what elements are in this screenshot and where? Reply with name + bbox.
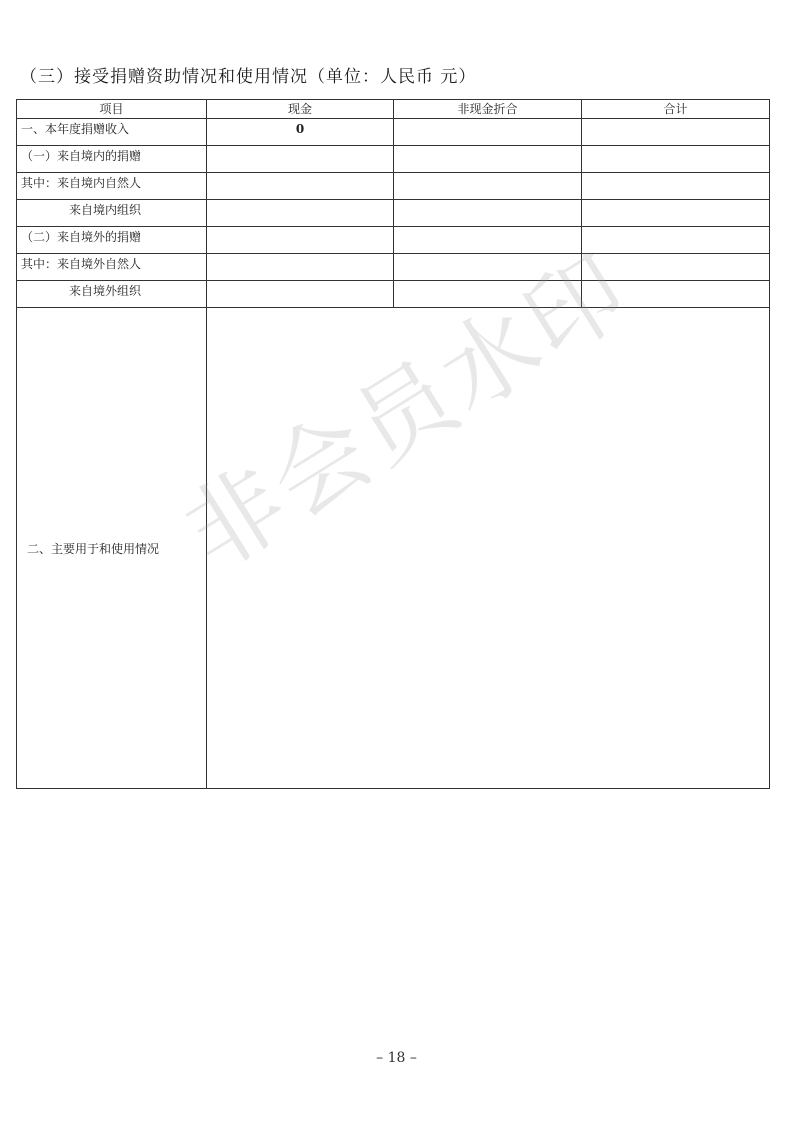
noncash-cell [394,200,582,227]
total-cell [582,119,770,146]
table-header-row [17,100,770,119]
table-row [17,119,770,146]
total-cell [582,146,770,173]
cash-cell [207,146,394,173]
cash-cell [207,173,394,200]
row-label: （二）来自境外的捐赠 [17,227,207,254]
usage-row [17,308,770,789]
cash-cell [207,200,394,227]
noncash-cell [394,254,582,281]
usage-content [207,308,770,789]
cash-cell [207,281,394,308]
total-cell [582,200,770,227]
noncash-cell [394,281,582,308]
cash-cell [207,254,394,281]
table-row [17,173,770,200]
page-number: – 18 – [376,1050,417,1066]
watermark: 非会员水印 [165,232,649,592]
header-cash: 现金 [207,100,394,119]
row-label: （一）来自境内的捐赠 [17,146,207,173]
row-label: 来自境内组织 [17,200,207,227]
usage-label: 二、主要用于和使用情况 [17,308,207,789]
header-total: 合计 [582,100,770,119]
row-label: 来自境外组织 [17,281,207,308]
row-label: 其中：来自境外自然人 [17,254,207,281]
noncash-cell [394,227,582,254]
header-noncash: 非现金折合 [394,100,582,119]
donation-table [16,99,770,789]
section-title: （三）接受捐赠资助情况和使用情况（单位：人民币 元） [20,67,477,87]
total-cell [582,281,770,308]
row-label: 其中：来自境内自然人 [17,173,207,200]
noncash-cell [394,146,582,173]
table-row [17,254,770,281]
table-row [17,281,770,308]
noncash-cell [394,119,582,146]
total-cell [582,227,770,254]
total-cell [582,173,770,200]
table-row [17,227,770,254]
header-item: 项目 [17,100,207,119]
table-row [17,146,770,173]
table-row [17,200,770,227]
cash-cell [207,227,394,254]
noncash-cell [394,173,582,200]
row-label: 一、本年度捐赠收入 [17,119,207,146]
total-cell [582,254,770,281]
cash-cell: 0 [207,119,394,146]
